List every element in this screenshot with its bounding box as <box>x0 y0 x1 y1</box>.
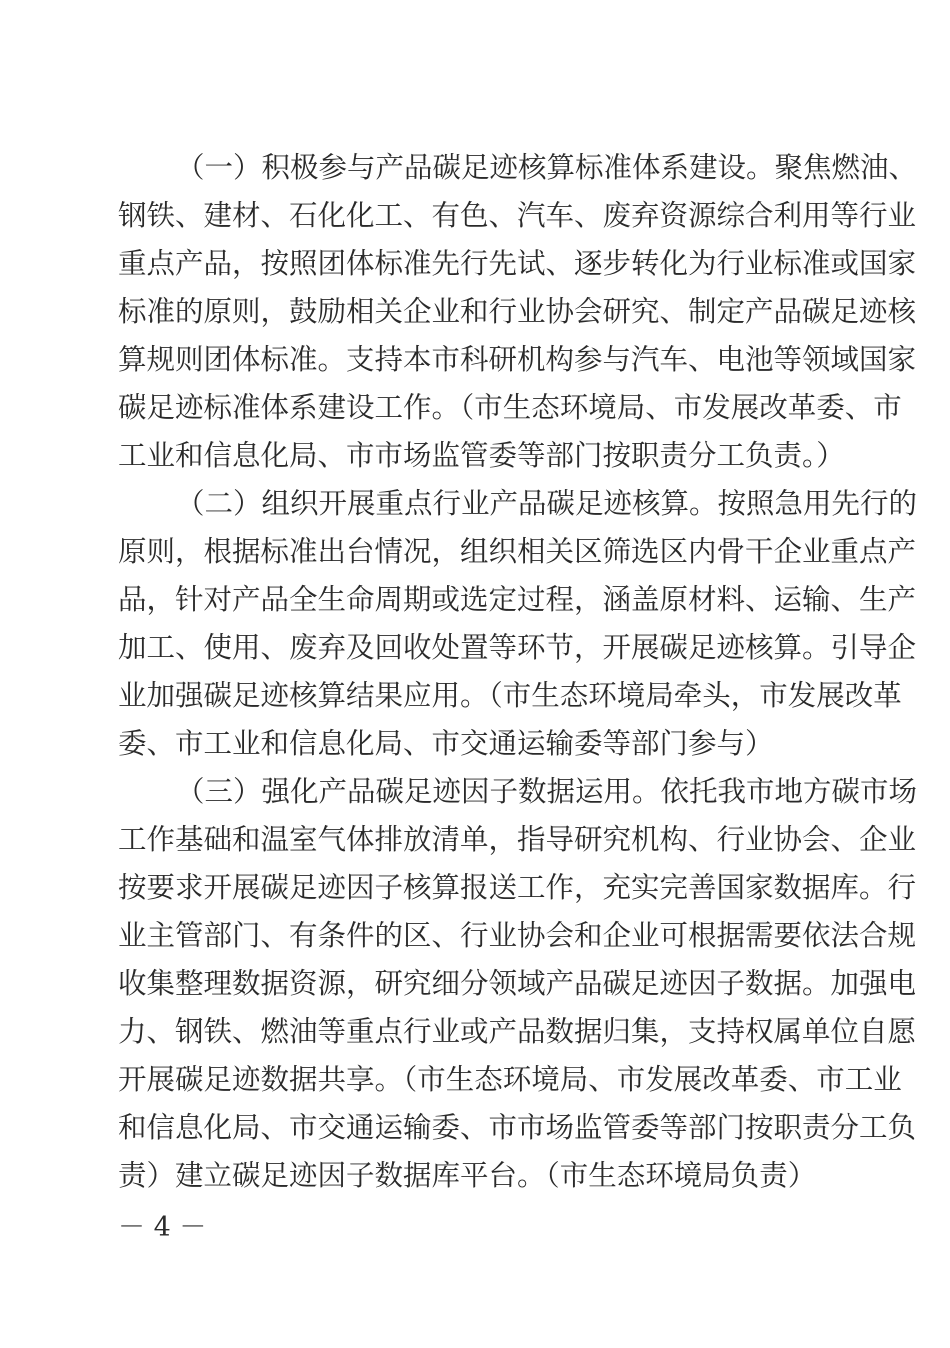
paragraph-2-line-1: （二）组织开展重点行业产品碳足迹核算。按照急用先行的 <box>176 487 918 520</box>
paragraph-2-line-5: 业加强碳足迹核算结果应用。（市生态环境局牵头，市发展改革 <box>118 679 902 712</box>
paragraph-2-line-4: 加工、使用、废弃及回收处置等环节，开展碳足迹核算。引导企 <box>118 631 917 664</box>
paragraph-3-line-8: 和信息化局、市交通运输委、市市场监管委等部门按职责分工负 <box>118 1111 917 1144</box>
paragraph-1-line-2: 钢铁、建材、石化化工、有色、汽车、废弃资源综合利用等行业 <box>118 199 917 232</box>
paragraph-3-line-7: 开展碳足迹数据共享。（市生态环境局、市发展改革委、市工业 <box>118 1063 902 1096</box>
paragraph-1-line-7: 工业和信息化局、市市场监管委等部门按职责分工负责。） <box>118 439 845 472</box>
paragraph-3-line-4: 业主管部门、有条件的区、行业协会和企业可根据需要依法合规 <box>118 919 917 952</box>
paragraph-3-line-2: 工作基础和温室气体排放清单，指导研究机构、行业协会、企业 <box>118 823 917 856</box>
paragraph-2-line-2: 原则，根据标准出台情况，组织相关区筛选区内骨干企业重点产 <box>118 535 917 568</box>
paragraph-3-line-5: 收集整理数据资源，研究细分领域产品碳足迹因子数据。加强电 <box>118 967 917 1000</box>
paragraph-1-line-3: 重点产品，按照团体标准先行先试、逐步转化为行业标准或国家 <box>118 247 917 280</box>
paragraph-1-line-6: 碳足迹标准体系建设工作。（市生态环境局、市发展改革委、市 <box>118 391 902 424</box>
paragraph-3-line-9: 责）建立碳足迹因子数据库平台。（市生态环境局负责） <box>118 1159 817 1192</box>
paragraph-3-line-3: 按要求开展碳足迹因子核算报送工作，充实完善国家数据库。行 <box>118 871 917 904</box>
paragraph-3-line-1: （三）强化产品碳足迹因子数据运用。依托我市地方碳市场 <box>176 775 918 808</box>
paragraph-1-line-5: 算规则团体标准。支持本市科研机构参与汽车、电池等领域国家 <box>118 343 917 376</box>
paragraph-2-line-3: 品，针对产品全生命周期或选定过程，涵盖原材料、运输、生产 <box>118 583 917 616</box>
page-number: － 4 － <box>118 1212 207 1243</box>
paragraph-1-line-1: （一）积极参与产品碳足迹核算标准体系建设。聚焦燃油、 <box>176 151 918 184</box>
paragraph-2-line-6: 委、市工业和信息化局、市交通运输委等部门参与） <box>118 727 774 760</box>
paragraph-1-line-4: 标准的原则，鼓励相关企业和行业协会研究、制定产品碳足迹核 <box>118 295 917 328</box>
paragraph-3-line-6: 力、钢铁、燃油等重点行业或产品数据归集，支持权属单位自愿 <box>118 1015 917 1048</box>
